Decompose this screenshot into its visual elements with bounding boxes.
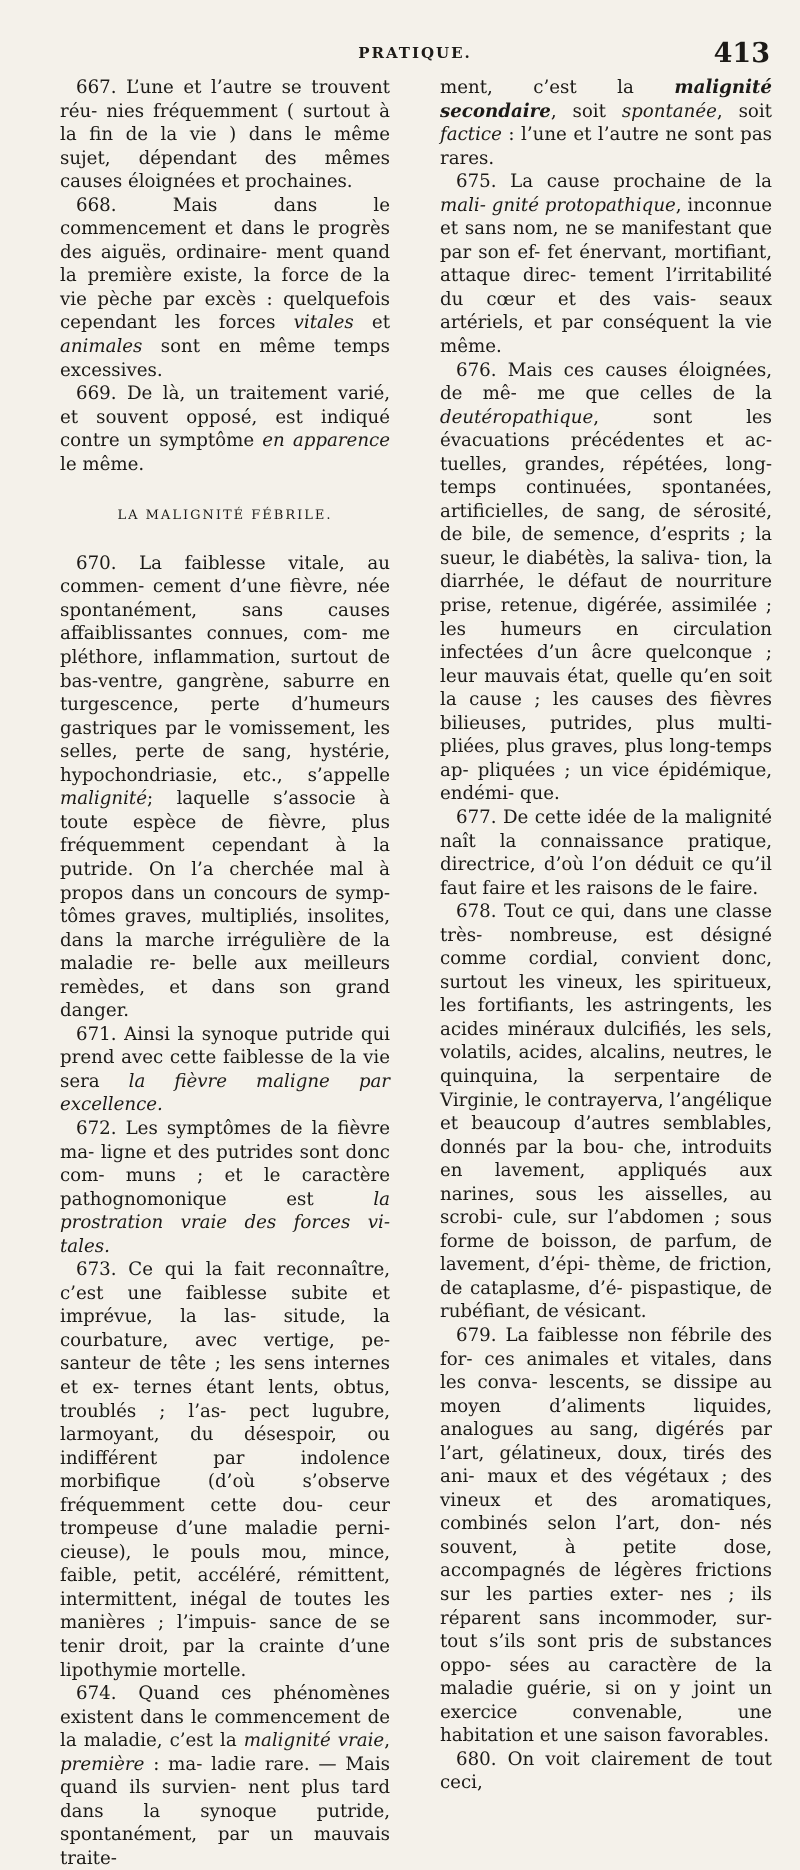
- page-header: [60, 38, 770, 72]
- paragraph-number: 667.: [76, 77, 117, 98]
- paragraph-670: 670. La faiblesse vitale, au commen- cement d’une fièvre, née spontanément, sans causes affaiblissantes connues, com- me pléthore, inflammation, surtout de bas-ventre, gangrène, saburre en turgescence, perte d’humeurs gastriques par le vomissement, les selles, perte de sang, hystérie, hypochondriasie, etc., s’appelle malignité; laquelle s’associe à toute espèce de fièvre, plus fréquemment cependant à la putride. On l’a cherchée mal à propos dans un concours de symp- tômes graves, multipliés, insolites, dans la marche irrégulière de la maladie re- belle aux meilleurs remèdes, et dans son grand danger.: [60, 552, 390, 1022]
- paragraph-number: 675.: [456, 171, 497, 193]
- paragraph-671: 671. Ainsi la synoque putride qui prend avec cette faiblesse de la vie sera la fièvre maligne par excellence.: [60, 1023, 391, 1116]
- paragraph-675: 675. La cause prochaine de la mali- gnité protopathique, inconnue et sans nom, ne se manifestant que par son ef- fet énervant, mortifiant, attaque direc- tement l’irritabilité du cœur et des vais- seaux artériels, et par conséquent la vie même.: [440, 171, 772, 358]
- paragraph-number: 669.: [76, 383, 117, 405]
- paragraph-680: 680. On voit clairement de tout ceci,: [440, 1748, 772, 1794]
- paragraph-673: 673. Ce qui la fait reconnaître, c’est une faiblesse subite et imprévue, la las- situde, la courbature, avec vertige, pe- santeur de tête ; les sens internes et ex- ternes étant lents, obtus, troublés ; l’as- pect lugubre, larmoyant, du désespoir, ou indifférent par indolence morbifique (d’où s’observe fréquemment cette dou- ceur trompeuse d’une maladie perni- cieuse), le pouls mou, mince, faible, petit, accéléré, rémittent, intermittent, inégal de toutes les manières ; l’impuis- sance de se tenir droit, par la crainte d’une lipothymie mortelle.: [60, 1259, 390, 1681]
- paragraph-668: 668. Mais dans le commencement et dans le progrès des aiguës, ordinaire- ment quand la première existe, la force de la vie pèche par excès : quelquefois cependant les forces vitales et animales sont en même temps excessives.: [60, 194, 391, 381]
- paragraph-674: 674. Quand ces phénomènes existent dans le commencement de la maladie, c’est la malignité vraie, première : ma- ladie rare. — Mais quand ils survien- nent plus tard dans la synoque putride, spontanément, par un mauvais traite-: [60, 1683, 390, 1869]
- paragraph-667: 667. L’une et l’autre se trouvent réu- nies fréquemment ( surtout à la fin de la vie ) dans le même sujet, dépendant des mêmes causes éloignées et prochaines.: [60, 77, 390, 193]
- paragraph-679: 679. La faiblesse non fébrile des for- ces animales et vitales, dans les conva- lescents, se dissipe au moyen d’aliments liquides, analogues au sang, digérés par l’art, gélatineux, doux, tirés des ani- maux et des végétaux ; des vineux et des aromatiques, combinés selon l’art, don- nés souvent, à petite dose, accompagnés de légères frictions sur les parties exter- nes ; ils réparent sans incommoder, sur- tout s’ils sont pris de substances oppo- sées au caractère de la maladie guérie, si on y joint un exercice convenable, une habitation et une saison favorables.: [440, 1324, 772, 1747]
- paragraph-number: 672.: [76, 1117, 117, 1139]
- paragraph-669: 669. De là, un traitement varié, et souvent opposé, est indiqué contre un symptôme en apparence le même.: [60, 383, 390, 475]
- paragraph-number: 676.: [456, 359, 497, 381]
- paragraph-672: 672. Les symptômes de la fièvre ma- ligne et des putrides sont donc com- muns ; et le caractère pathognomonique est la prostration vraie des forces vi- tales.: [60, 1117, 390, 1257]
- paragraph-number: 678.: [456, 901, 497, 923]
- paragraph-number: 673.: [76, 1259, 117, 1281]
- paragraph-674-continued: ment, c’est la malignité secondaire, soit spontanée, soit factice : l’une et l’autre ne sont pas rares.: [440, 77, 772, 169]
- paragraph-677: 677. De cette idée de la malignité naît la connaissance pratique, directrice, d’où l’on déduit ce qu’il faut faire et les raisons de le faire.: [440, 806, 772, 899]
- paragraph-number: 677.: [456, 806, 497, 828]
- running-title: PRATIQUE.: [358, 44, 472, 62]
- section-heading: LA MALIGNITÉ FÉBRILE.: [117, 508, 333, 524]
- paragraph-676: 676. Mais ces causes éloignées, de mê- me que celles de la deutéropathique, sont les évacuations précédentes et ac- tuelles, grandes, répétées, long-temps continuées, spontanées, artificielles, de sang, de sérosité, de bile, de semence, d’esprits ; la sueur, le diabétès, la saliva- tion, la diarrhée, le défaut de nourriture prise, retenue, digérée, assimilée ; les humeurs en circulation infectées d’un âcre quelconque ; leur mauvais état, quelle qu’en soit la cause ; les causes des fièvres bilieuses, putrides, plus multi- pliées, plus graves, plus long-temps ap- pliquées ; un vice épidémique, endémi- que.: [440, 359, 772, 805]
- paragraph-number: 671.: [76, 1023, 117, 1045]
- left-column: [60, 76, 390, 1870]
- page-number: 413: [713, 38, 770, 69]
- paragraph-number: 679.: [456, 1324, 497, 1346]
- right-column: [440, 76, 772, 1795]
- paragraph-number: 674.: [76, 1683, 117, 1705]
- paragraph-678: 678. Tout ce qui, dans une classe très- nombreuse, est désigné comme cordial, convient donc, surtout les vineux, les spiritueux, les fortifiants, les astringents, les acides minéraux dulcifiés, les sels, volatils, acides, alcalins, neutres, le quinquina, la serpentaire de Virginie, le contrayerva, l’angélique et beaucoup d’autres semblables, donnés par la bou- che, introduits en lavement, appliqués aux narines, sous les aisselles, au scrobi- cule, sur l’abdomen ; sous forme de boisson, de parfum, de lavement, d’épi- thème, de friction, de cataplasme, d’é- pispastique, de rubéfiant, de vésicant.: [440, 901, 772, 1323]
- paragraph-number: 668.: [76, 194, 117, 216]
- paragraph-number: 670.: [76, 552, 117, 574]
- paragraph-number: 680.: [456, 1748, 497, 1770]
